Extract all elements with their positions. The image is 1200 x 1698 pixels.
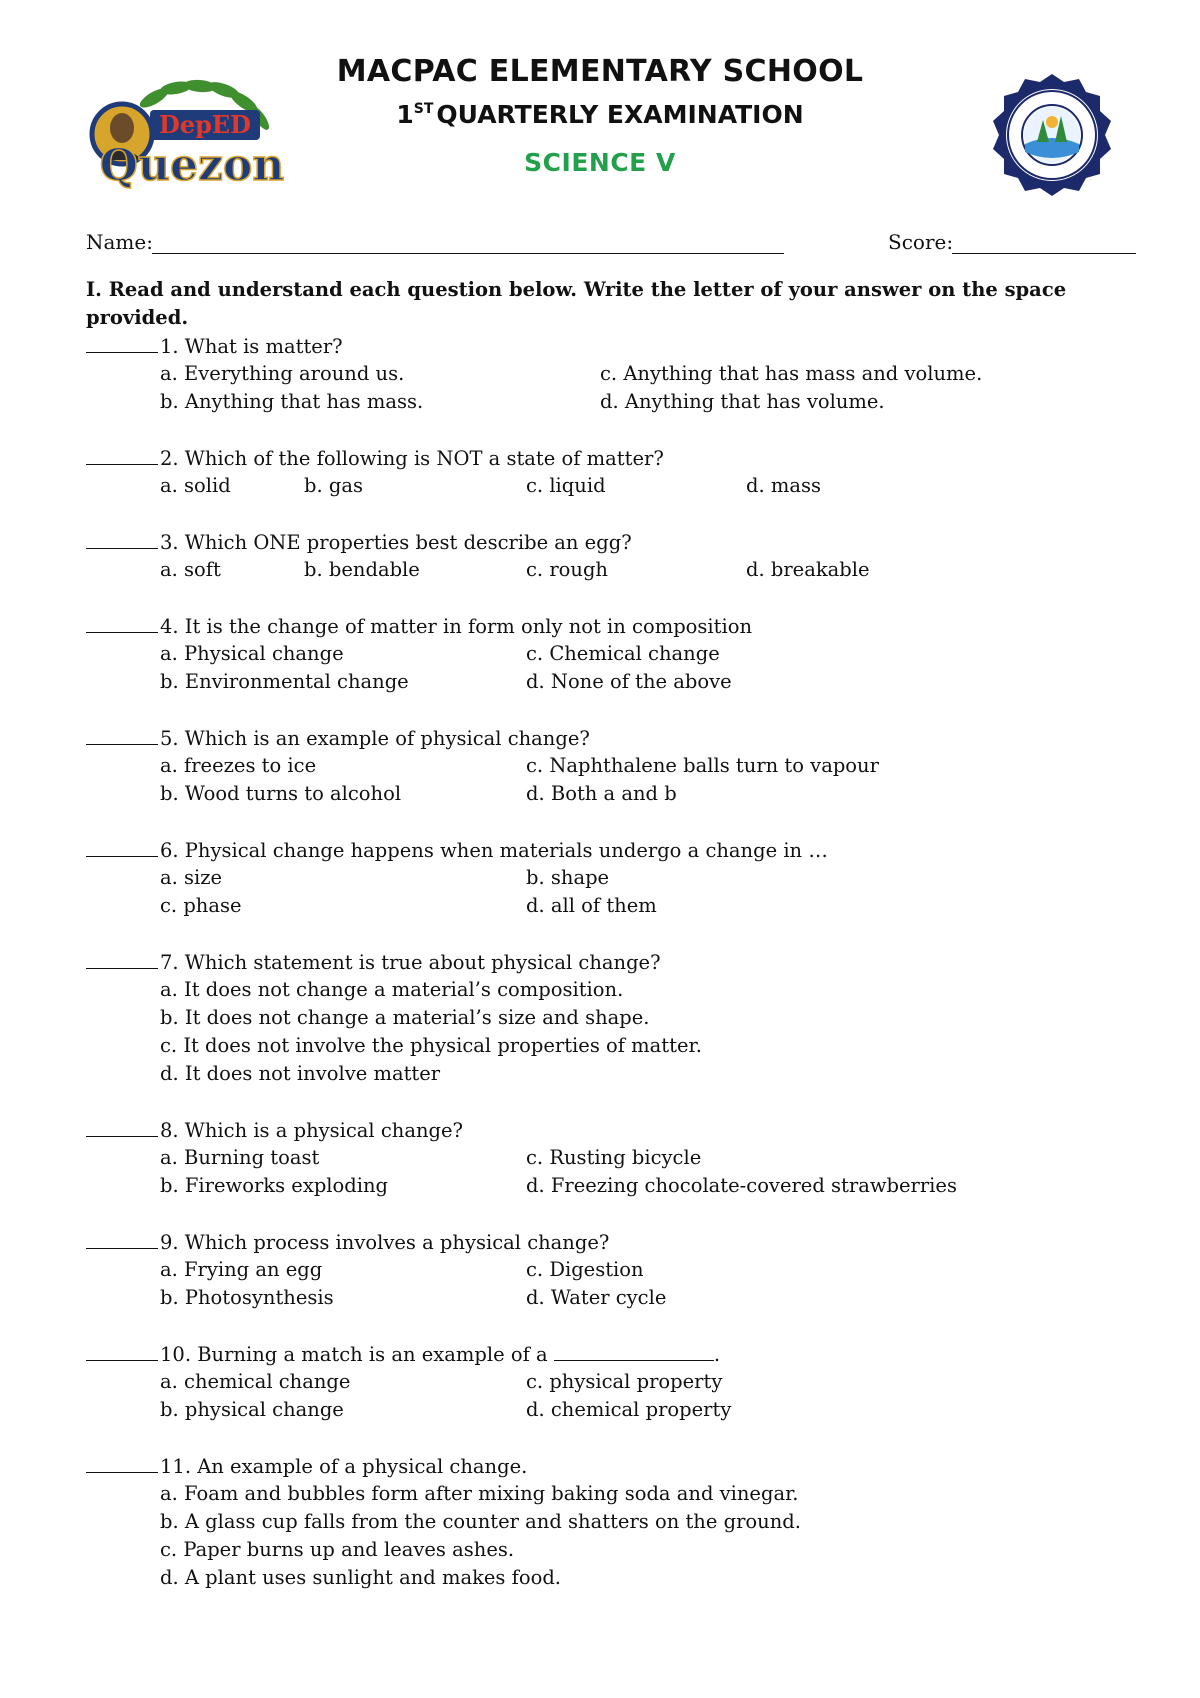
question-text: 5. Which is an example of physical change?	[160, 727, 590, 750]
question-stem	[86, 948, 1146, 976]
answer-option: b. Anything that has mass.	[160, 390, 424, 413]
option-row	[86, 752, 1146, 780]
answer-option: c. Digestion	[526, 1258, 644, 1281]
answer-option: c. liquid	[526, 474, 606, 497]
question-text: 11. An example of a physical change.	[160, 1455, 528, 1478]
option-list	[86, 556, 1146, 584]
school-name: MACPAC ELEMENTARY SCHOOL	[336, 54, 864, 89]
question-stem	[86, 332, 1146, 360]
name-label: Name:	[86, 230, 153, 254]
answer-option: d. chemical property	[526, 1398, 732, 1421]
answer-option: a. chemical change	[160, 1370, 351, 1393]
option-list	[86, 976, 1146, 1088]
answer-option: d. It does not involve matter	[160, 1062, 441, 1085]
answer-blank[interactable]	[86, 1228, 158, 1249]
option-row	[86, 388, 1146, 416]
question-stem	[86, 836, 1146, 864]
question-text: 7. Which statement is true about physical change?	[160, 951, 661, 974]
question-text: 3. Which ONE properties best describe an egg?	[160, 531, 632, 554]
answer-blank[interactable]	[86, 1340, 158, 1361]
answer-option: c. It does not involve the physical properties of matter.	[160, 1034, 702, 1057]
answer-option: a. freezes to ice	[160, 754, 317, 777]
question-text-suffix: .	[713, 1343, 721, 1366]
question-4	[86, 612, 1146, 696]
question-10	[86, 1340, 1146, 1424]
name-field[interactable]	[152, 253, 784, 254]
answer-option: d. all of them	[526, 894, 657, 917]
question-stem	[86, 1116, 1146, 1144]
answer-option: d. None of the above	[526, 670, 732, 693]
option-row	[86, 1004, 1146, 1032]
answer-option: c. phase	[160, 894, 242, 917]
instructions: I. Read and understand each question below. Write the letter of your answer on the space provided.	[86, 278, 1067, 329]
answer-blank[interactable]	[86, 332, 158, 353]
option-row	[86, 472, 1146, 500]
answer-option: a. Foam and bubbles form after mixing baking soda and vinegar.	[160, 1482, 799, 1505]
answer-option: d. Anything that has volume.	[600, 390, 885, 413]
answer-option: b. A glass cup falls from the counter and shatters on the ground.	[160, 1510, 801, 1533]
score-label: Score:	[888, 230, 954, 254]
logo-text-quezon: Quezon	[99, 140, 284, 191]
option-row	[86, 976, 1146, 1004]
option-list	[86, 1368, 1146, 1424]
answer-blank[interactable]	[86, 444, 158, 465]
answer-option: d. mass	[746, 474, 822, 497]
option-list	[86, 360, 1146, 416]
option-row	[86, 1536, 1146, 1564]
option-list	[86, 472, 1146, 500]
option-row	[86, 1060, 1146, 1088]
question-11	[86, 1452, 1146, 1592]
option-row	[86, 668, 1146, 696]
answer-option: b. Photosynthesis	[160, 1286, 334, 1309]
option-row	[86, 1480, 1146, 1508]
question-8	[86, 1116, 1146, 1200]
subject-title: SCIENCE V	[524, 148, 676, 177]
option-list	[86, 1256, 1146, 1312]
answer-option: d. Freezing chocolate-covered strawberries	[526, 1174, 957, 1197]
question-stem	[86, 612, 1146, 640]
question-text: 4. It is the change of matter in form only not in composition	[160, 615, 753, 638]
option-row	[86, 640, 1146, 668]
option-row	[86, 780, 1146, 808]
answer-option: b. physical change	[160, 1398, 344, 1421]
question-list	[86, 332, 1146, 1620]
option-row	[86, 1368, 1146, 1396]
answer-option: c. Naphthalene balls turn to vapour	[526, 754, 879, 777]
question-text: 6. Physical change happens when materials undergo a change in …	[160, 839, 828, 862]
question-1	[86, 332, 1146, 416]
answer-option: b. gas	[304, 474, 363, 497]
answer-option: b. shape	[526, 866, 610, 889]
answer-option: d. A plant uses sunlight and makes food.	[160, 1566, 562, 1589]
option-row	[86, 1284, 1146, 1312]
inline-answer-blank[interactable]	[554, 1340, 714, 1361]
answer-option: a. soft	[160, 558, 221, 581]
answer-blank[interactable]	[86, 1116, 158, 1137]
exam-title	[0, 92, 1200, 132]
score-field[interactable]	[952, 253, 1136, 254]
answer-option: b. bendable	[304, 558, 420, 581]
answer-option: a. Burning toast	[160, 1146, 320, 1169]
option-list	[86, 864, 1146, 920]
option-row	[86, 864, 1146, 892]
answer-option: b. Wood turns to alcohol	[160, 782, 402, 805]
option-row	[86, 1508, 1146, 1536]
option-list	[86, 640, 1146, 696]
answer-option: a. Frying an egg	[160, 1258, 323, 1281]
question-text: 10. Burning a match is an example of a	[160, 1343, 548, 1366]
option-row	[86, 360, 1146, 388]
exam-header	[0, 54, 1200, 180]
answer-blank[interactable]	[86, 836, 158, 857]
question-stem	[86, 724, 1146, 752]
answer-option: d. breakable	[746, 558, 870, 581]
answer-option: a. solid	[160, 474, 231, 497]
answer-option: a. Everything around us.	[160, 362, 405, 385]
answer-option: a. It does not change a material’s composition.	[160, 978, 624, 1001]
option-row	[86, 1032, 1146, 1060]
option-row	[86, 1396, 1146, 1424]
exam-ordinal: 1	[396, 100, 414, 129]
option-row	[86, 1172, 1146, 1200]
answer-blank[interactable]	[86, 612, 158, 633]
answer-option: c. physical property	[526, 1370, 723, 1393]
question-stem	[86, 528, 1146, 556]
answer-option: b. Fireworks exploding	[160, 1174, 389, 1197]
answer-option: c. Anything that has mass and volume.	[600, 362, 983, 385]
option-row	[86, 1144, 1146, 1172]
answer-option: a. Physical change	[160, 642, 344, 665]
answer-blank[interactable]	[86, 724, 158, 745]
question-text: 8. Which is a physical change?	[160, 1119, 464, 1142]
option-list	[86, 1480, 1146, 1592]
answer-option: b. It does not change a material’s size and shape.	[160, 1006, 650, 1029]
answer-option: c. Chemical change	[526, 642, 720, 665]
answer-blank[interactable]	[86, 1452, 158, 1473]
exam-title-text: QUARTERLY EXAMINATION	[436, 100, 804, 129]
question-7	[86, 948, 1146, 1088]
answer-blank[interactable]	[86, 528, 158, 549]
question-3	[86, 528, 1146, 584]
option-row	[86, 1256, 1146, 1284]
answer-option: a. size	[160, 866, 223, 889]
option-row	[86, 1564, 1146, 1592]
logo-text-deped: DepED	[159, 110, 251, 139]
question-9	[86, 1228, 1146, 1312]
question-stem	[86, 1228, 1146, 1256]
answer-option: d. Both a and b	[526, 782, 677, 805]
question-6	[86, 836, 1146, 920]
question-text: 1. What is matter?	[160, 335, 343, 358]
question-2	[86, 444, 1146, 500]
option-list	[86, 752, 1146, 808]
option-row	[86, 892, 1146, 920]
answer-option: c. Rusting bicycle	[526, 1146, 702, 1169]
exam-ordinal-suffix: ST	[413, 101, 434, 117]
question-text: 2. Which of the following is NOT a state of matter?	[160, 447, 664, 470]
question-stem	[86, 1452, 1146, 1480]
answer-option: c. rough	[526, 558, 608, 581]
question-text: 9. Which process involves a physical change?	[160, 1231, 610, 1254]
option-list	[86, 1144, 1146, 1200]
option-row	[86, 556, 1146, 584]
question-stem	[86, 1340, 1146, 1368]
question-stem	[86, 444, 1146, 472]
answer-blank[interactable]	[86, 948, 158, 969]
question-5	[86, 724, 1146, 808]
answer-option: b. Environmental change	[160, 670, 409, 693]
answer-option: d. Water cycle	[526, 1286, 667, 1309]
answer-option: c. Paper burns up and leaves ashes.	[160, 1538, 515, 1561]
